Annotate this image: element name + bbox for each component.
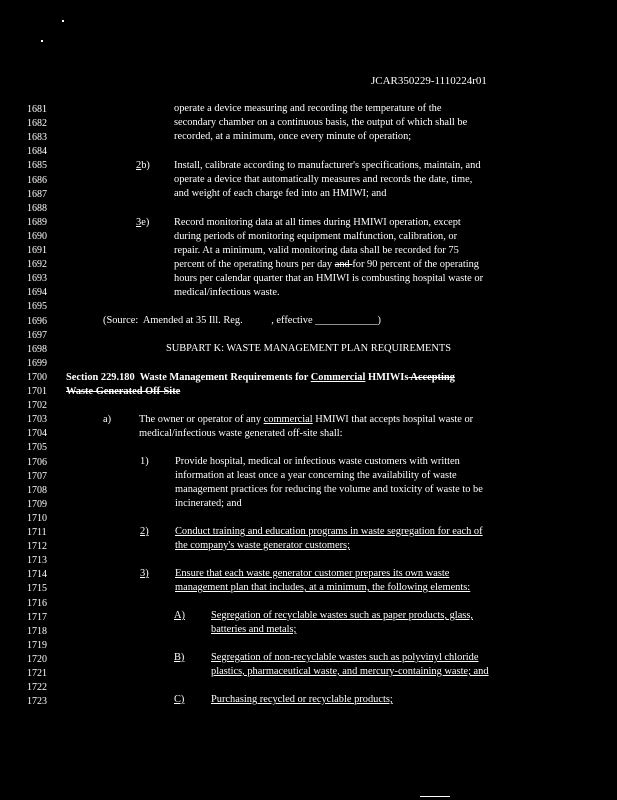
line-number: 1695 <box>27 301 47 313</box>
line-number: 1722 <box>27 682 47 694</box>
line-number: 1707 <box>27 470 47 482</box>
line-number: 1681 <box>27 104 47 115</box>
line-number: 1697 <box>27 329 47 341</box>
line-number: 1699 <box>27 357 47 369</box>
inserted-text: plastics, pharmaceutical waste, and mercury-containing waste; and <box>211 666 489 677</box>
inserted-text: Ensure that each waste generator customer prepares its own waste <box>175 568 450 579</box>
text-line: medical/infectious waste. <box>174 287 280 298</box>
text-line: recorded, at a minimum, once every minute of operation; <box>174 131 412 142</box>
line-number: 1701 <box>27 386 47 397</box>
line-number: 1723 <box>27 696 47 708</box>
scan-speck <box>62 20 64 22</box>
item-number: 2b) <box>136 160 150 171</box>
inserted-text: commercial <box>263 414 313 425</box>
text-line: repair. At a minimum, valid monitoring data shall be recorded for 75 <box>174 245 459 256</box>
text-line: hours per calendar quarter that an HMIWI is combusting hospital waste or <box>174 273 484 284</box>
source-note: (Source: Amended at 35 Ill. Reg. , effective ____________) <box>103 315 381 326</box>
inserted-text: batteries and metals; <box>211 624 297 635</box>
line-number: 1686 <box>27 174 47 186</box>
line-number: 1720 <box>27 653 47 665</box>
line-number: 1715 <box>27 583 47 595</box>
paragraph-label: a) <box>103 414 112 425</box>
text-line: secondary chamber on a continuous basis, the output of which shall be <box>174 117 468 128</box>
text-line: and weight of each charge fed into an HMIWI; and <box>174 188 387 199</box>
line-number: 1696 <box>27 315 47 327</box>
line-number: 1711 <box>27 527 47 538</box>
text-line: Install, calibrate according to manufacturer's specifications, maintain, and <box>174 160 481 171</box>
deleted-text: Accepting <box>408 372 455 383</box>
line-number: 1721 <box>27 668 47 679</box>
item-number: 1) <box>140 456 149 467</box>
item-number: C) <box>174 694 185 705</box>
line-number: 1710 <box>27 512 47 524</box>
line-number: 1705 <box>27 442 47 454</box>
line-number: 1687 <box>27 188 47 200</box>
line-number: 1691 <box>27 245 47 256</box>
deleted-text: and <box>334 259 353 270</box>
item-number: 2) <box>140 526 149 537</box>
text-line: medical/infectious waste generated off-site shall: <box>139 428 343 439</box>
scan-line <box>420 796 450 797</box>
item-number: B) <box>174 652 185 663</box>
line-number: 1718 <box>27 625 47 637</box>
line-number: 1708 <box>27 484 47 496</box>
inserted-text: Conduct training and education programs in waste segregation for each of <box>175 526 483 537</box>
line-number: 1713 <box>27 555 47 567</box>
line-number: 1685 <box>27 160 47 172</box>
line-number: 1688 <box>27 202 47 214</box>
scan-speck <box>41 40 43 42</box>
line-number: 1714 <box>27 569 47 581</box>
line-number: 1704 <box>27 428 47 440</box>
inserted-text: Commercial <box>310 372 366 383</box>
line-number: 1682 <box>27 118 47 130</box>
text-line: Record monitoring data at all times during HMIWI operation, except <box>174 217 461 228</box>
line-number: 1698 <box>27 343 47 355</box>
inserted-text: Segregation of non-recyclable wastes such as polyvinyl chloride <box>211 652 479 663</box>
line-number: 1706 <box>27 456 47 468</box>
line-number: 1702 <box>27 400 47 412</box>
line-number: 1700 <box>27 371 47 383</box>
text-line: The owner or operator of any commercial HMIWI that accepts hospital waste or <box>139 414 474 425</box>
line-number: 1717 <box>27 611 47 623</box>
item-number: A) <box>174 610 185 621</box>
text-line: information at least once a year concerning the availability of waste <box>175 470 457 481</box>
deleted-text: Waste Generated Off-Site <box>66 386 181 397</box>
text-line: operate a device measuring and recording the temperature of the <box>174 103 442 114</box>
text-line: incinerated; and <box>175 498 242 509</box>
line-number: 1683 <box>27 132 47 144</box>
section-heading: Section 229.180 Waste Management Requirements for Commercial HMIWIs Accepting <box>66 372 455 383</box>
line-number: 1692 <box>27 259 47 271</box>
line-number: 1719 <box>27 639 47 651</box>
inserted-text: the company's waste generator customers; <box>175 540 350 551</box>
text-line: during periods of monitoring equipment malfunction, calibration, or <box>174 231 458 242</box>
line-number: 1712 <box>27 541 47 553</box>
text-line: percent of the operating hours per day and for 90 percent of the operating <box>174 259 479 270</box>
line-number: 1689 <box>27 216 47 228</box>
document-code: JCAR350229-1110224r01 <box>371 75 487 87</box>
line-number: 1716 <box>27 597 47 609</box>
subpart-heading: SUBPART K: WASTE MANAGEMENT PLAN REQUIREMENTS <box>165 343 452 354</box>
line-number: 1690 <box>27 230 47 242</box>
text-line: operate a device that automatically measures and records the date, time, <box>174 174 473 185</box>
inserted-text: Segregation of recyclable wastes such as paper products, glass, <box>211 610 473 621</box>
text-line: Provide hospital, medical or infectious waste customers with written <box>175 456 460 467</box>
line-number: 1709 <box>27 498 47 510</box>
line-number: 1703 <box>27 414 47 426</box>
inserted-text: Purchasing recycled or recyclable products; <box>211 694 393 705</box>
line-number: 1694 <box>27 287 47 299</box>
item-number: 3) <box>140 568 149 579</box>
line-number: 1684 <box>27 146 47 158</box>
inserted-text: management plan that includes, at a minimum, the following elements: <box>175 582 471 593</box>
text-line: management practices for reducing the volume and toxicity of waste to be <box>175 484 483 495</box>
line-number: 1693 <box>27 273 47 285</box>
item-number: 3e) <box>136 217 150 228</box>
